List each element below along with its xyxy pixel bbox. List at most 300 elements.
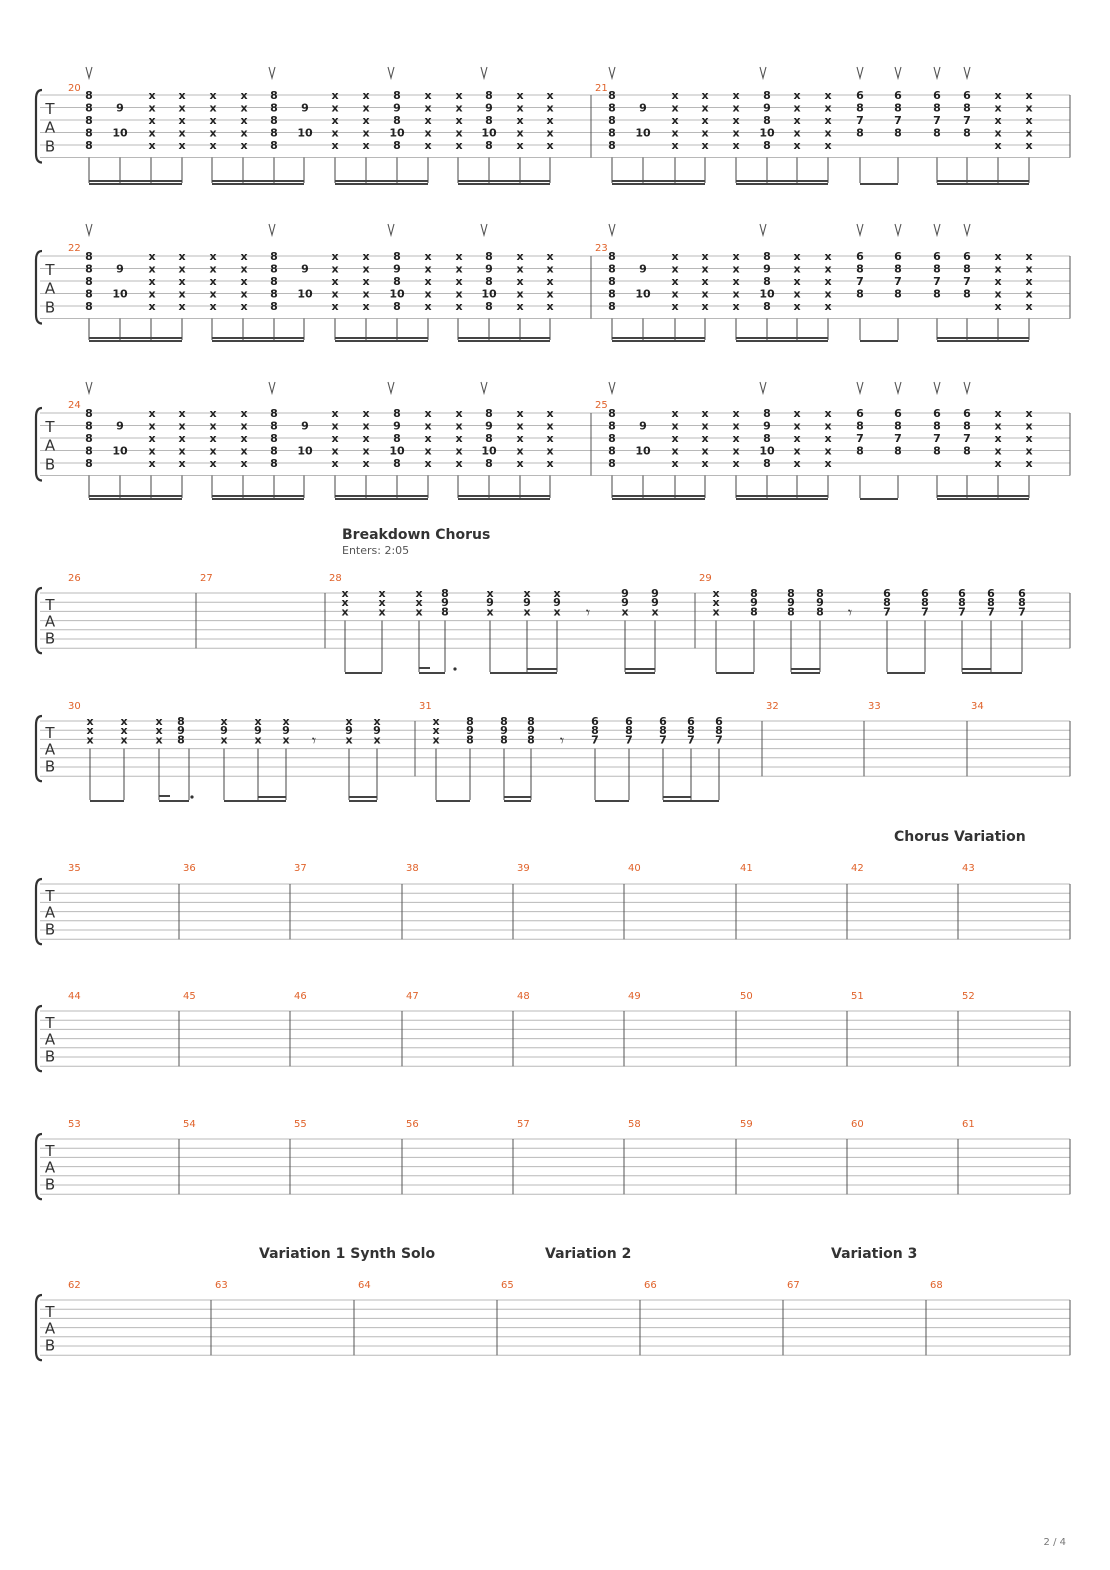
beam bbox=[736, 498, 828, 500]
upstroke-mark bbox=[609, 67, 615, 78]
muted-chord: x bbox=[341, 587, 349, 600]
muted-chord: x bbox=[994, 407, 1002, 420]
beam bbox=[736, 495, 828, 497]
tab-clef-letter: A bbox=[44, 903, 56, 922]
muted-chord: x bbox=[732, 262, 740, 276]
chord: 8 bbox=[485, 89, 493, 102]
tab-clef-letter: B bbox=[44, 920, 56, 939]
beam bbox=[458, 495, 550, 497]
dot bbox=[453, 667, 456, 670]
beam bbox=[595, 800, 629, 802]
muted-chord: x bbox=[546, 432, 554, 445]
chord: 8 bbox=[763, 300, 771, 313]
muted-chord: x bbox=[209, 114, 217, 127]
bar-number: 36 bbox=[183, 863, 196, 874]
power-chord: 8 bbox=[85, 432, 93, 445]
muted-chord: x bbox=[701, 287, 709, 301]
muted-chord: x bbox=[424, 275, 432, 288]
tab-clef-letter: T bbox=[45, 887, 55, 906]
chord: 8 bbox=[485, 114, 493, 127]
tab-clef-letter: T bbox=[45, 417, 55, 436]
beam bbox=[625, 668, 655, 670]
muted-chord: x bbox=[331, 457, 339, 470]
muted-chord: x bbox=[331, 250, 339, 263]
beam bbox=[612, 340, 705, 342]
upstroke-mark bbox=[86, 382, 92, 393]
muted-chord: x bbox=[546, 457, 554, 470]
chord: 8 bbox=[659, 724, 667, 738]
muted-chord: x bbox=[209, 275, 217, 288]
muted-chord: x bbox=[546, 114, 554, 127]
muted-chord: x bbox=[432, 733, 440, 747]
muted-chord: x bbox=[178, 275, 186, 288]
muted-chord: x bbox=[1025, 114, 1033, 127]
power-chord: 8 bbox=[270, 432, 278, 445]
tab-clef-letter: T bbox=[45, 99, 55, 118]
muted-chord: x bbox=[732, 407, 740, 420]
chord: 8 bbox=[527, 733, 535, 747]
chord: 8 bbox=[485, 432, 493, 445]
muted-chord: x bbox=[793, 101, 801, 115]
power-chord: 8 bbox=[270, 275, 278, 288]
muted-chord: x bbox=[824, 126, 832, 140]
muted-chord: x bbox=[712, 587, 720, 600]
upstroke-mark bbox=[964, 67, 970, 78]
bar-number: 40 bbox=[628, 863, 641, 874]
muted-chord: x bbox=[994, 287, 1002, 301]
chord: 7 bbox=[987, 605, 995, 619]
muted-chord: x bbox=[155, 715, 163, 728]
chord: 8 bbox=[750, 605, 758, 619]
muted-chord: x bbox=[671, 287, 679, 301]
muted-chord: x bbox=[824, 444, 832, 458]
chord: 8 bbox=[933, 126, 941, 140]
muted-chord: x bbox=[1025, 89, 1033, 102]
muted-chord: x bbox=[701, 300, 709, 313]
muted-chord: x bbox=[671, 275, 679, 288]
chord: 6 bbox=[933, 250, 941, 263]
muted-chord: x bbox=[362, 444, 370, 458]
chord: 8 bbox=[393, 139, 401, 152]
staff-bracket bbox=[36, 90, 42, 163]
chord: 8 bbox=[763, 139, 771, 152]
chord: 8 bbox=[177, 733, 185, 747]
chord: 8 bbox=[527, 715, 535, 728]
muted-chord: x bbox=[824, 101, 832, 115]
chord: 6 bbox=[958, 587, 966, 600]
beam bbox=[224, 800, 286, 802]
upstroke-mark bbox=[609, 224, 615, 235]
muted-chord: x bbox=[424, 114, 432, 127]
muted-chord: x bbox=[793, 444, 801, 458]
bar-number: 47 bbox=[406, 991, 419, 1002]
power-chord: 8 bbox=[608, 444, 616, 458]
fret-pair: 9 bbox=[301, 101, 309, 115]
tab-clef-letter: B bbox=[44, 757, 56, 776]
eighth-rest: 𝄾 bbox=[311, 731, 317, 750]
muted-chord: x bbox=[148, 419, 156, 433]
muted-chord: x bbox=[671, 89, 679, 102]
muted-chord: x bbox=[455, 419, 463, 433]
muted-chord: x bbox=[178, 432, 186, 445]
chord: 8 bbox=[715, 724, 723, 738]
muted-chord: x bbox=[240, 275, 248, 288]
muted-chord: x bbox=[424, 419, 432, 433]
chord: x bbox=[345, 733, 353, 747]
fret-pair: 9 bbox=[301, 262, 309, 276]
chord: 8 bbox=[687, 724, 695, 738]
muted-chord: x bbox=[148, 114, 156, 127]
muted-chord: x bbox=[455, 101, 463, 115]
muted-chord: x bbox=[712, 605, 720, 619]
beam bbox=[504, 800, 531, 802]
muted-chord: x bbox=[516, 300, 524, 313]
muted-chord: x bbox=[362, 275, 370, 288]
muted-chord: x bbox=[994, 250, 1002, 263]
bar-number: 28 bbox=[329, 573, 342, 584]
muted-chord: x bbox=[240, 407, 248, 420]
beam bbox=[89, 340, 182, 342]
beam bbox=[335, 495, 428, 497]
chord: 7 bbox=[856, 114, 864, 127]
chord: 10 bbox=[759, 126, 775, 140]
muted-chord: x bbox=[209, 407, 217, 420]
bar-number: 42 bbox=[851, 863, 864, 874]
muted-chord: x bbox=[793, 126, 801, 140]
muted-chord: x bbox=[1025, 250, 1033, 263]
muted-chord: x bbox=[209, 419, 217, 433]
power-chord: 8 bbox=[608, 262, 616, 276]
power-chord: 8 bbox=[608, 419, 616, 433]
muted-chord: x bbox=[86, 715, 94, 728]
muted-chord: x bbox=[148, 89, 156, 102]
power-chord: 8 bbox=[270, 262, 278, 276]
chord: 8 bbox=[894, 262, 902, 276]
chord: 8 bbox=[485, 275, 493, 288]
fret-pair: 10 bbox=[635, 126, 651, 140]
power-chord: 8 bbox=[270, 444, 278, 458]
tab-clef-letter: B bbox=[44, 629, 56, 648]
muted-chord: x bbox=[701, 275, 709, 288]
chord: 8 bbox=[485, 407, 493, 420]
muted-chord: x bbox=[178, 126, 186, 140]
chord: 8 bbox=[393, 275, 401, 288]
muted-chord: x bbox=[1025, 287, 1033, 301]
chord: 9 bbox=[750, 596, 758, 610]
muted-chord: x bbox=[424, 432, 432, 445]
muted-chord: x bbox=[378, 587, 386, 600]
chord: 9 bbox=[523, 596, 531, 610]
muted-chord: x bbox=[994, 89, 1002, 102]
muted-chord: x bbox=[824, 89, 832, 102]
muted-chord: x bbox=[362, 262, 370, 276]
chord: 8 bbox=[963, 101, 971, 115]
tab-clef-letter: B bbox=[44, 1336, 56, 1355]
fret-pair: 10 bbox=[297, 444, 313, 458]
tab-clef-letter: B bbox=[44, 455, 56, 474]
muted-chord: x bbox=[148, 275, 156, 288]
muted-chord: x bbox=[516, 262, 524, 276]
beam bbox=[419, 667, 430, 669]
bar-number: 24 bbox=[68, 400, 81, 411]
power-chord: 8 bbox=[85, 287, 93, 301]
muted-chord: x bbox=[546, 139, 554, 152]
chord: 7 bbox=[659, 733, 667, 747]
power-chord: 8 bbox=[270, 101, 278, 115]
chord: 7 bbox=[856, 275, 864, 288]
power-chord: 8 bbox=[85, 262, 93, 276]
muted-chord: x bbox=[455, 407, 463, 420]
upstroke-mark bbox=[388, 67, 394, 78]
chord: 8 bbox=[485, 139, 493, 152]
muted-chord: x bbox=[793, 139, 801, 152]
chord: 9 bbox=[220, 724, 228, 738]
muted-chord: x bbox=[1025, 300, 1033, 313]
chord: 9 bbox=[485, 101, 493, 115]
muted-chord: x bbox=[701, 126, 709, 140]
chord: 8 bbox=[485, 457, 493, 470]
muted-chord: x bbox=[209, 89, 217, 102]
chord: 8 bbox=[441, 587, 449, 600]
chord: 7 bbox=[1018, 605, 1026, 619]
chord: 6 bbox=[856, 407, 864, 420]
upstroke-mark bbox=[857, 382, 863, 393]
bar-number: 68 bbox=[930, 1280, 943, 1291]
upstroke-mark bbox=[481, 224, 487, 235]
muted-chord: x bbox=[994, 114, 1002, 127]
beam bbox=[612, 498, 705, 500]
muted-chord: x bbox=[516, 89, 524, 102]
fret-pair: 9 bbox=[116, 262, 124, 276]
beam bbox=[419, 672, 445, 674]
power-chord: 8 bbox=[270, 287, 278, 301]
muted-chord: x bbox=[331, 275, 339, 288]
beam bbox=[937, 340, 1029, 342]
chord: 8 bbox=[787, 587, 795, 600]
chord: 8 bbox=[963, 419, 971, 433]
muted-chord: x bbox=[732, 250, 740, 263]
beam bbox=[736, 337, 828, 339]
chord: 8 bbox=[763, 250, 771, 263]
muted-chord: x bbox=[671, 300, 679, 313]
bar-number: 67 bbox=[787, 1280, 800, 1291]
muted-chord: x bbox=[994, 275, 1002, 288]
beam bbox=[860, 340, 898, 342]
muted-chord: x bbox=[732, 139, 740, 152]
section-timestamp: Enters: 2:05 bbox=[342, 544, 410, 557]
beam bbox=[937, 495, 1029, 497]
upstroke-mark bbox=[388, 224, 394, 235]
upstroke-mark bbox=[760, 67, 766, 78]
chord: 9 bbox=[787, 596, 795, 610]
muted-chord: x bbox=[209, 444, 217, 458]
muted-chord: x bbox=[362, 126, 370, 140]
upstroke-mark bbox=[857, 224, 863, 235]
muted-chord: x bbox=[671, 126, 679, 140]
power-chord: 8 bbox=[270, 139, 278, 152]
chord: 8 bbox=[393, 432, 401, 445]
chord: 8 bbox=[750, 587, 758, 600]
muted-chord: x bbox=[331, 444, 339, 458]
chord: 8 bbox=[933, 287, 941, 301]
muted-chord: x bbox=[546, 407, 554, 420]
beam bbox=[349, 796, 377, 798]
beam bbox=[612, 183, 705, 185]
muted-chord: x bbox=[209, 250, 217, 263]
upstroke-mark bbox=[481, 382, 487, 393]
muted-chord: x bbox=[701, 407, 709, 420]
staff-bracket bbox=[36, 408, 42, 481]
fret-pair: 10 bbox=[635, 287, 651, 301]
beam bbox=[937, 337, 1029, 339]
upstroke-mark bbox=[269, 67, 275, 78]
muted-chord: x bbox=[455, 444, 463, 458]
muted-chord: x bbox=[516, 114, 524, 127]
upstroke-mark bbox=[934, 67, 940, 78]
power-chord: 8 bbox=[608, 250, 616, 263]
upstroke-mark bbox=[86, 224, 92, 235]
fret-pair: 9 bbox=[116, 419, 124, 433]
chord: 8 bbox=[500, 733, 508, 747]
muted-chord: x bbox=[424, 262, 432, 276]
muted-chord: x bbox=[1025, 457, 1033, 470]
muted-chord: x bbox=[455, 275, 463, 288]
muted-chord: x bbox=[671, 114, 679, 127]
chord: 9 bbox=[373, 724, 381, 738]
chord: 9 bbox=[282, 724, 290, 738]
eighth-rest: 𝄾 bbox=[585, 603, 591, 622]
chord: 9 bbox=[651, 587, 659, 600]
muted-chord: x bbox=[671, 250, 679, 263]
muted-chord: x bbox=[701, 457, 709, 470]
power-chord: 8 bbox=[85, 114, 93, 127]
chord: 8 bbox=[856, 101, 864, 115]
chord: 8 bbox=[763, 89, 771, 102]
muted-chord: x bbox=[148, 444, 156, 458]
muted-chord: x bbox=[546, 287, 554, 301]
muted-chord: x bbox=[240, 300, 248, 313]
beam bbox=[663, 796, 691, 798]
chord: 10 bbox=[759, 444, 775, 458]
muted-chord: x bbox=[415, 587, 423, 600]
beam bbox=[335, 340, 428, 342]
chord: 10 bbox=[481, 287, 497, 301]
beam bbox=[962, 668, 991, 670]
chord: 8 bbox=[894, 419, 902, 433]
muted-chord: x bbox=[824, 114, 832, 127]
bar-number: 65 bbox=[501, 1280, 514, 1291]
bar-number: 59 bbox=[740, 1119, 753, 1130]
power-chord: 8 bbox=[270, 300, 278, 313]
beam bbox=[90, 800, 124, 802]
chord: 8 bbox=[1018, 596, 1026, 610]
chord: 6 bbox=[987, 587, 995, 600]
chord: x bbox=[523, 605, 531, 619]
muted-chord: x bbox=[994, 262, 1002, 276]
chord: 8 bbox=[987, 596, 995, 610]
muted-chord: x bbox=[455, 114, 463, 127]
muted-chord: x bbox=[178, 250, 186, 263]
muted-chord: x bbox=[148, 139, 156, 152]
chord: 8 bbox=[393, 114, 401, 127]
chord: 9 bbox=[485, 262, 493, 276]
chord: 8 bbox=[816, 587, 824, 600]
beam bbox=[612, 337, 705, 339]
chord: 8 bbox=[963, 287, 971, 301]
muted-chord: x bbox=[994, 101, 1002, 115]
chord: 8 bbox=[393, 457, 401, 470]
muted-chord: x bbox=[178, 101, 186, 115]
tab-clef-letter: T bbox=[45, 724, 55, 743]
muted-chord: x bbox=[516, 419, 524, 433]
chord: 8 bbox=[500, 715, 508, 728]
beam bbox=[791, 668, 820, 670]
chord: 8 bbox=[787, 605, 795, 619]
upstroke-mark bbox=[964, 382, 970, 393]
tab-clef-letter: A bbox=[44, 118, 56, 137]
muted-chord: x bbox=[178, 419, 186, 433]
chord: 6 bbox=[963, 250, 971, 263]
tab-clef-letter: B bbox=[44, 137, 56, 156]
tab-clef-letter: B bbox=[44, 1175, 56, 1194]
muted-chord: x bbox=[240, 114, 248, 127]
bar-number: 29 bbox=[699, 573, 712, 584]
muted-chord: x bbox=[148, 250, 156, 263]
muted-chord: x bbox=[516, 126, 524, 140]
beam bbox=[89, 498, 182, 500]
muted-chord: x bbox=[362, 114, 370, 127]
muted-chord: x bbox=[671, 262, 679, 276]
bar-number: 33 bbox=[868, 701, 881, 712]
muted-chord: x bbox=[178, 89, 186, 102]
upstroke-mark bbox=[934, 224, 940, 235]
chord: 6 bbox=[883, 587, 891, 600]
bar-number: 46 bbox=[294, 991, 307, 1002]
chord: 8 bbox=[856, 444, 864, 458]
muted-chord: x bbox=[994, 457, 1002, 470]
chord: x bbox=[220, 733, 228, 747]
tab-clef-letter: T bbox=[45, 260, 55, 279]
muted-chord: x bbox=[424, 89, 432, 102]
power-chord: 8 bbox=[85, 250, 93, 263]
muted-chord: x bbox=[793, 114, 801, 127]
muted-chord: x bbox=[155, 733, 163, 747]
muted-chord: x bbox=[516, 444, 524, 458]
upstroke-mark bbox=[388, 382, 394, 393]
beam bbox=[212, 183, 304, 185]
chord: 7 bbox=[894, 275, 902, 288]
upstroke-mark bbox=[760, 224, 766, 235]
muted-chord: x bbox=[362, 407, 370, 420]
bar-number: 50 bbox=[740, 991, 753, 1002]
chord: 9 bbox=[345, 724, 353, 738]
fret-pair: 9 bbox=[639, 262, 647, 276]
section-label-variation-3: Variation 3 bbox=[831, 1246, 918, 1262]
beam bbox=[736, 180, 828, 182]
power-chord: 8 bbox=[85, 139, 93, 152]
fret-pair: 10 bbox=[635, 444, 651, 458]
muted-chord: x bbox=[671, 444, 679, 458]
muted-chord: x bbox=[455, 139, 463, 152]
chord: 8 bbox=[963, 262, 971, 276]
chord: 6 bbox=[894, 89, 902, 102]
muted-chord: x bbox=[701, 139, 709, 152]
muted-chord: x bbox=[824, 407, 832, 420]
muted-chord: x bbox=[546, 444, 554, 458]
muted-chord: x bbox=[331, 407, 339, 420]
upstroke-mark bbox=[269, 382, 275, 393]
upstroke-mark bbox=[481, 67, 487, 78]
